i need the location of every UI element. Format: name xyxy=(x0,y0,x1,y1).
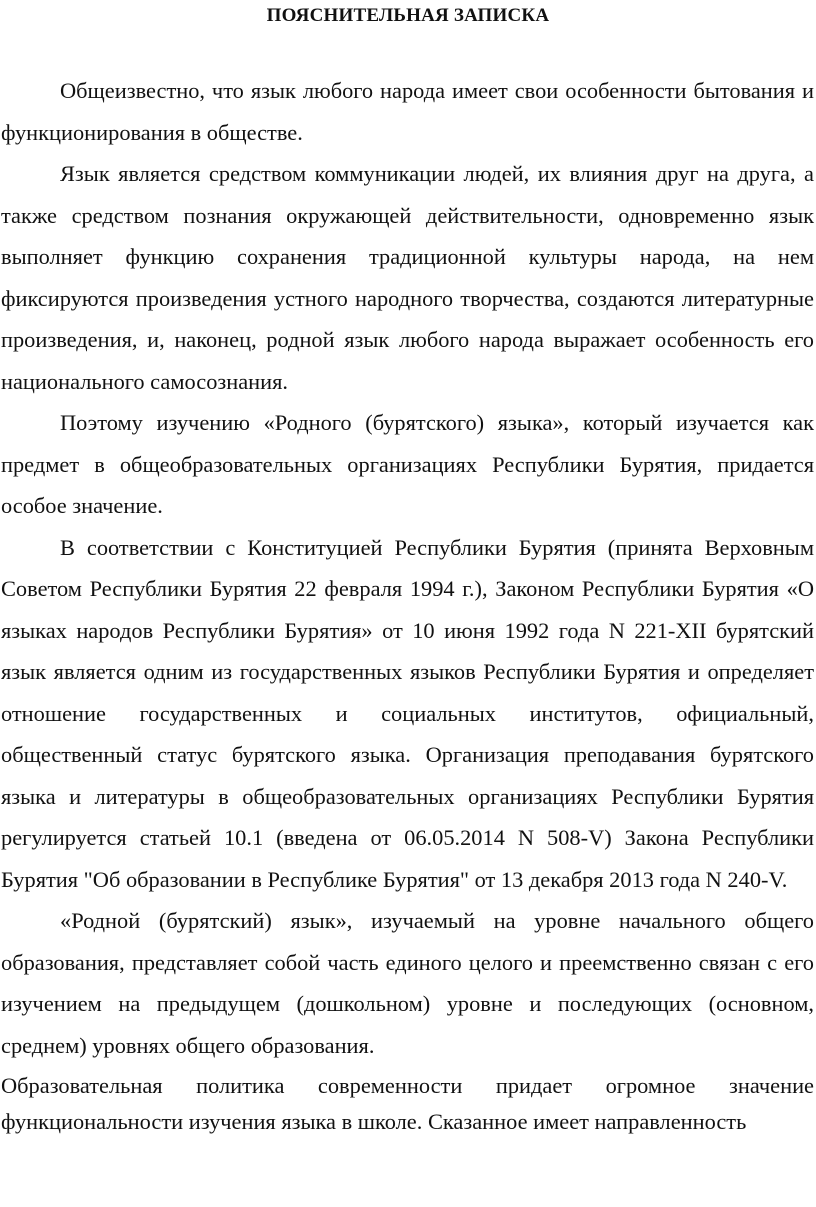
paragraph-3: Поэтому изучению «Родного (бурятского) языка», который изучается как предмет в общеобразовательных организациях Республики Бурятия, придается особое значение. xyxy=(1,410,814,518)
document-title: ПОЯСНИТЕЛЬНАЯ ЗАПИСКА xyxy=(266,5,550,26)
paragraph-5: «Родной (бурятский) язык», изучаемый на уровне начального общего образования, представляет собой часть единого целого и преемственно связан с его изучением на предыдущем (дошкольном) уровне и последующих (основном, среднем) уровнях общего образования. xyxy=(1,908,814,1058)
paragraph-4: В соответствии с Конституцией Республики Бурятия (принята Верховным Советом Республики Бурятия 22 февраля 1994 г.), Законом Республики Бурятия «О языках народов Республики Бурятия» от 10 июня 1992 года N 221-XII бурятский язык является одним из государственных языков Республики Бурятия и определяет отношение государственных и социальных институтов, официальный, общественный статус бурятского языка. Организация преподавания бурятского языка и литературы в общеобразовательных организациях Республики Бурятия регулируется статьей 10.1 (введена от 06.05.2014 N 508-V) Закона Республики Бурятия "Об образовании в Республике Бурятия" от 13 декабря 2013 года N 240-V. xyxy=(1,534,814,892)
paragraph-1: Общеизвестно, что язык любого народа имеет свои особенности бытования и функционирования в обществе. xyxy=(1,78,814,145)
paragraph-2: Язык является средством коммуникации людей, их влияния друг на друга, а также средством познания окружающей действительности, одновременно язык выполняет функцию сохранения традиционной культуры народа, на нем фиксируются произведения устного народного творчества, создаются литературные произведения, и, наконец, родной язык любого народа выражает особенность его национального самосознания. xyxy=(1,161,814,394)
paragraph-6: Образовательная политика современности придает огромное значение функциональности изучения языка в школе. Сказанное имеет направленность xyxy=(1,1073,814,1134)
document-body xyxy=(1,70,814,1140)
